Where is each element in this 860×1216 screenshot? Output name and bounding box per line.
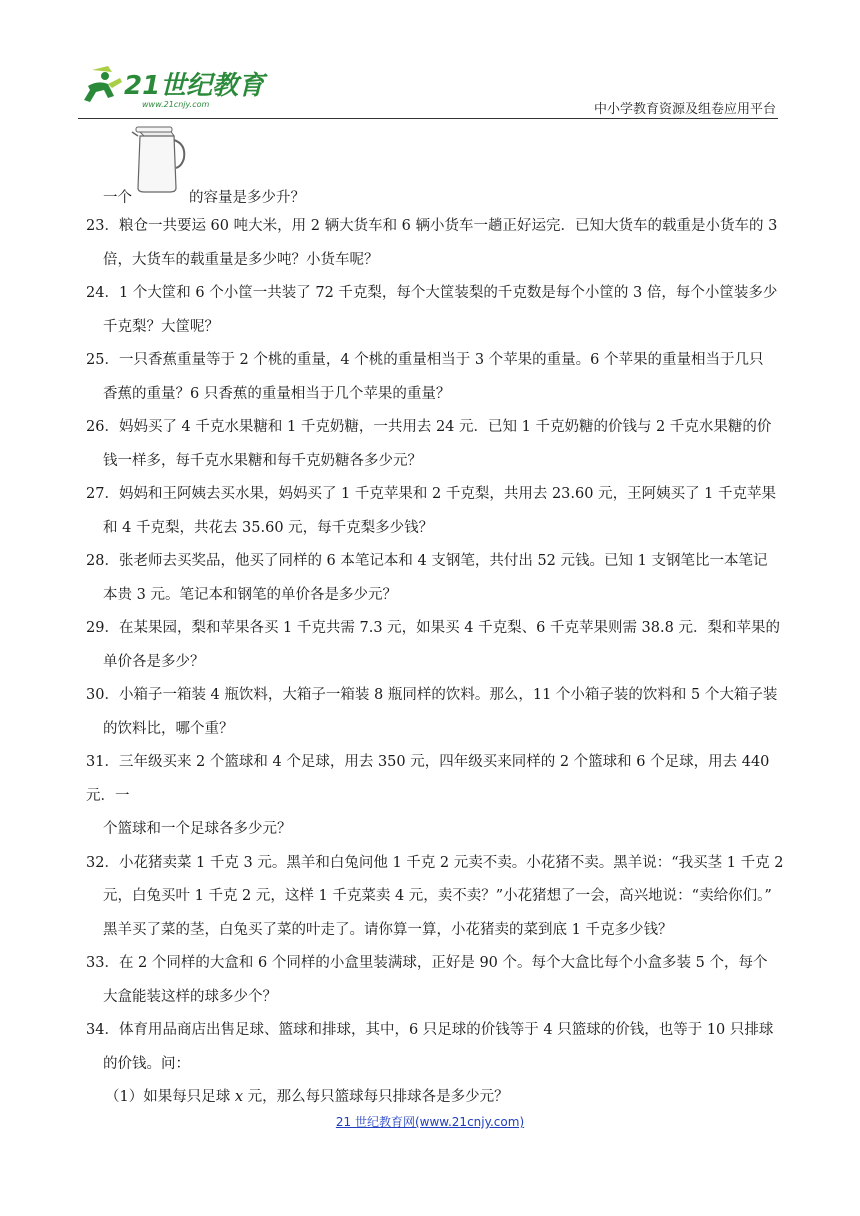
question-25: 25．一只香蕉重量等于 2 个桃的重量，4 个桃的重量相当于 3 个苹果的重量。6 个苹果的重量相当于几只 香蕉的重量？6 只香蕉的重量相当于几个苹果的重量？ bbox=[86, 352, 764, 402]
question-28: 28．张老师去买奖品，他买了同样的 6 本笔记本和 4 支钢笔，共付出 52 元钱。已知 1 支钢笔比一本笔记 本贵 3 元。笔记本和钢笔的单价各是多少元？ bbox=[86, 553, 768, 603]
kettle-icon bbox=[130, 124, 188, 196]
question-34: 34．体育用品商店出售足球、篮球和排球，其中，6 只足球的价钱等于 4 只篮球的价钱，也等于 10 只排球 的价钱。问： bbox=[86, 1022, 774, 1072]
footer-link[interactable]: 21 世纪教育网(www.21cnjy.com) bbox=[335, 1115, 525, 1129]
question-22-tail bbox=[86, 118, 786, 210]
q22-suffix: 的容量是多少升？ bbox=[189, 190, 305, 206]
page-header bbox=[78, 62, 778, 116]
svg-text:21世纪教育: 21世纪教育 bbox=[124, 71, 265, 101]
question-30: 30．小箱子一箱装 4 瓶饮料，大箱子一箱装 8 瓶同样的饮料。那么，11 个小箱子装的饮料和 5 个大箱子装 的饮料比，哪个重？ bbox=[86, 687, 778, 737]
q22-prefix: 一个 bbox=[103, 190, 132, 206]
question-33: 33．在 2 个同样的大盒和 6 个同样的小盒里装满球，正好是 90 个。每个大盒比每个小盒多装 5 个，每个 大盒能装这样的球多少个？ bbox=[86, 955, 768, 1005]
21cnjy-logo bbox=[78, 62, 268, 112]
question-23: 23．粮仓一共要运 60 吨大米，用 2 辆大货车和 6 辆小货车一趟正好运完．已知大货车的载重是小货车的 3 倍，大货车的载重量是多少吨？小货车呢？ bbox=[86, 218, 778, 268]
question-34-part-1: （1）如果每只足球 x 元，那么每只篮球每只排球各是多少元？ bbox=[105, 1089, 509, 1105]
question-27: 27．妈妈和王阿姨去买水果，妈妈买了 1 千克苹果和 2 千克梨，共用去 23.60 元，王阿姨买了 1 千克苹果 和 4 千克梨，共花去 35.60 元，每千克梨多少钱？ bbox=[86, 486, 777, 536]
question-31: 31．三年级买来 2 个篮球和 4 个足球，用去 350 元，四年级买来同样的 2 个篮球和 6 个足球，用去 440 元．一 个篮球和一个足球各多少元？ bbox=[86, 754, 770, 837]
question-26: 26．妈妈买了 4 千克水果糖和 1 千克奶糖，一共用去 24 元．已知 1 千克奶糖的价钱与 2 千克水果糖的价 钱一样多，每千克水果糖和每千克奶糖各多少元？ bbox=[86, 419, 772, 469]
question-list bbox=[86, 118, 786, 1115]
question-29: 29．在某果园，梨和苹果各买 1 千克共需 7.3 元，如果买 4 千克梨、6 千克苹果则需 38.8 元．梨和苹果的 单价各是多少？ bbox=[86, 620, 780, 670]
question-24: 24．1 个大筐和 6 个小筐一共装了 72 千克梨，每个大筐装梨的千克数是每个小筐的 3 倍，每个小筐装多少 千克梨？大筐呢？ bbox=[86, 285, 778, 335]
question-32: 32．小花猪卖菜 1 千克 3 元。黑羊和白兔问他 1 千克 2 元卖不卖。小花猪不卖。黑羊说：“我买茎 1 千克 2 元，白兔买叶 1 千克 2 元，这样 1 千克菜卖 4 元，卖不卖？”小花猪想了一会，高兴地说：“卖给你们。” 黑羊买了菜的茎，白兔买了菜的叶走了。请你算一算，小花猪卖的菜到底 1 千克多少钱？ bbox=[86, 854, 784, 938]
platform-name: 中小学教育资源及组卷应用平台 bbox=[593, 102, 776, 117]
page-footer bbox=[0, 1113, 860, 1130]
svg-text:www.21cnjy.com: www.21cnjy.com bbox=[142, 100, 210, 109]
